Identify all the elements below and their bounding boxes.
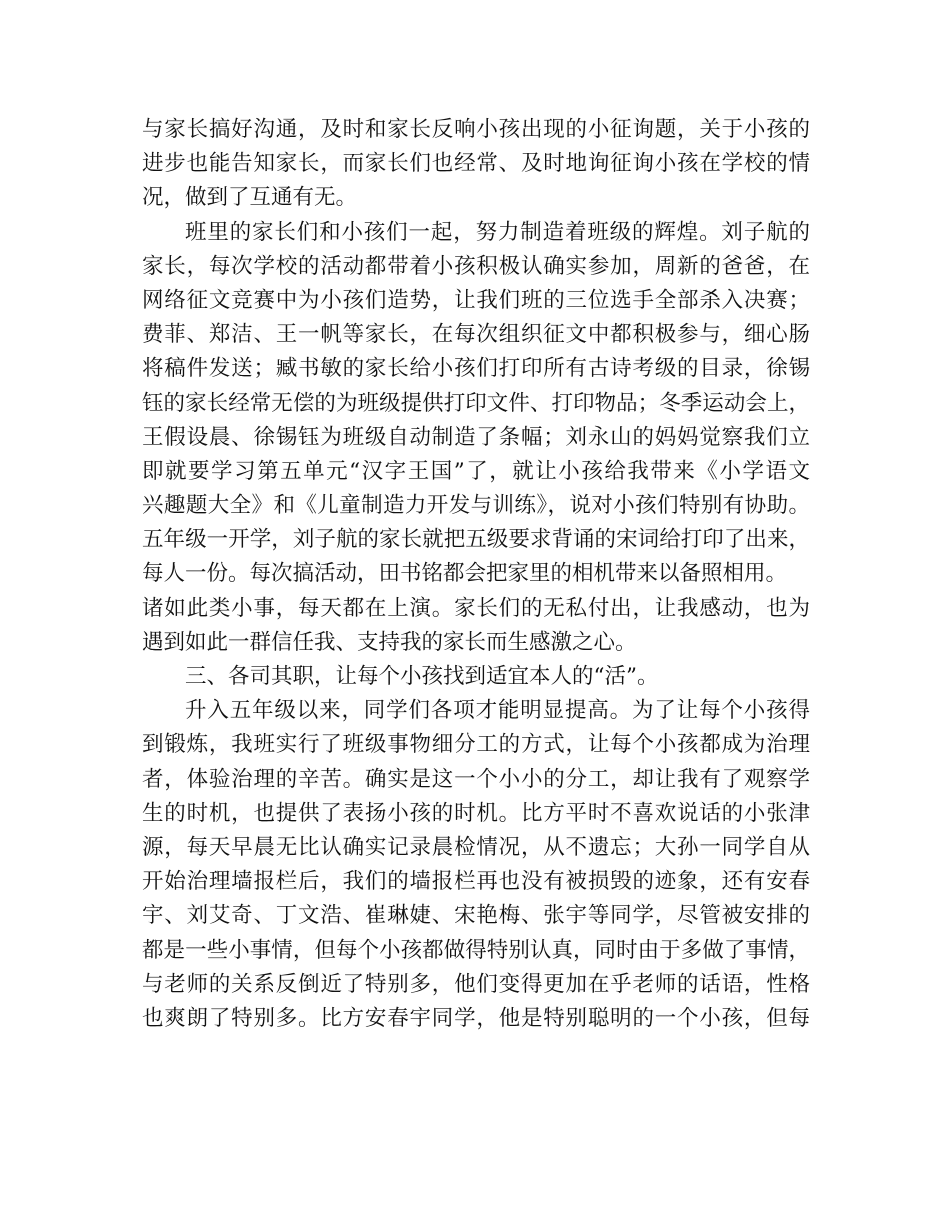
text-line: 与家长搞好沟通，及时和家长反响小孩出现的小征询题，关于小孩的 bbox=[142, 117, 810, 142]
text-line: 生的时机，也提供了表扬小孩的时机。比方平时不喜欢说话的小张津 bbox=[142, 800, 810, 826]
text-line: 五年级一开学，刘子航的家长就把五级要求背诵的宋词给打印了出来， bbox=[142, 527, 810, 553]
text-line: 家长，每次学校的活动都带着小孩积极认确实参加，周新的爸爸，在 bbox=[142, 253, 810, 279]
paragraph-3-heading bbox=[142, 660, 810, 694]
text-line: 也爽朗了特别多。比方安春宇同学，他是特别聪明的一个小孩，但每 bbox=[142, 1005, 810, 1031]
section-heading: 三、各司其职，让每个小孩找到适宜本人的“活”。 bbox=[185, 664, 659, 689]
text-line: 将稿件发送；臧书敏的家长给小孩们打印所有古诗考级的目录，徐锡 bbox=[142, 356, 810, 382]
text-line: 与老师的关系反倒近了特别多，他们变得更加在乎老师的话语，性格 bbox=[142, 971, 810, 997]
text-line: 开始治理墙报栏后，我们的墙报栏再也没有被损毁的迹象，还有安春 bbox=[142, 869, 810, 895]
text-line: 网络征文竞赛中为小孩们造势，让我们班的三位选手全部杀入决赛； bbox=[142, 287, 810, 313]
text-line: 都是一些小事情，但每个小孩都做得特别认真，同时由于多做了事情， bbox=[142, 937, 810, 963]
text-line: 进步也能告知家长，而家长们也经常、及时地询征询小孩在学校的情 bbox=[142, 151, 810, 177]
text-line: 诸如此类小事，每天都在上演。家长们的无私付出，让我感动，也为 bbox=[142, 595, 810, 621]
text-line: 到锻炼，我班实行了班级事物细分工的方式，让每个小孩都成为治理 bbox=[142, 732, 810, 758]
text-line: 兴趣题大全》和《儿童制造力开发与训练》，说对小孩们特别有协助。 bbox=[142, 493, 810, 519]
paragraph-1 bbox=[142, 113, 810, 216]
text-line: 源，每天早晨无比认确实记录晨检情况，从不遗忘；大孙一同学自从 bbox=[142, 834, 810, 860]
text-line: 钰的家长经常无偿的为班级提供打印文件、打印物品；冬季运动会上， bbox=[142, 390, 810, 416]
text-line: 即就要学习第五单元“汉字王国”了，就让小孩给我带来《小学语文 bbox=[142, 458, 810, 484]
text-line: 费菲、郑洁、王一帆等家长，在每次组织征文中都积极参与，细心肠 bbox=[142, 322, 810, 348]
text-line: 每人一份。每次搞活动，田书铭都会把家里的相机带来以备照相用。 bbox=[142, 561, 788, 587]
text-line: 王假设晨、徐锡钰为班级自动制造了条幅；刘永山的妈妈觉察我们立 bbox=[142, 424, 810, 450]
text-line: 遇到如此一群信任我、支持我的家长而生感激之心。 bbox=[142, 629, 637, 655]
text-line: 班里的家长们和小孩们一起，努力制造着班级的辉煌。刘子航的 bbox=[185, 219, 810, 245]
text-line: 者，体验治理的辛苦。确实是这一个小小的分工，却让我有了观察学 bbox=[142, 766, 810, 792]
paragraph-2 bbox=[142, 216, 810, 660]
document-body bbox=[142, 113, 810, 1036]
text-line: 宇、刘艾奇、丁文浩、崔琳婕、宋艳梅、张宇等同学，尽管被安排的 bbox=[142, 903, 810, 929]
paragraph-4 bbox=[142, 694, 810, 1036]
text-line: 升入五年级以来，同学们各项才能明显提高。为了让每个小孩得 bbox=[185, 698, 810, 724]
text-line: 况，做到了互通有无。 bbox=[142, 185, 358, 211]
